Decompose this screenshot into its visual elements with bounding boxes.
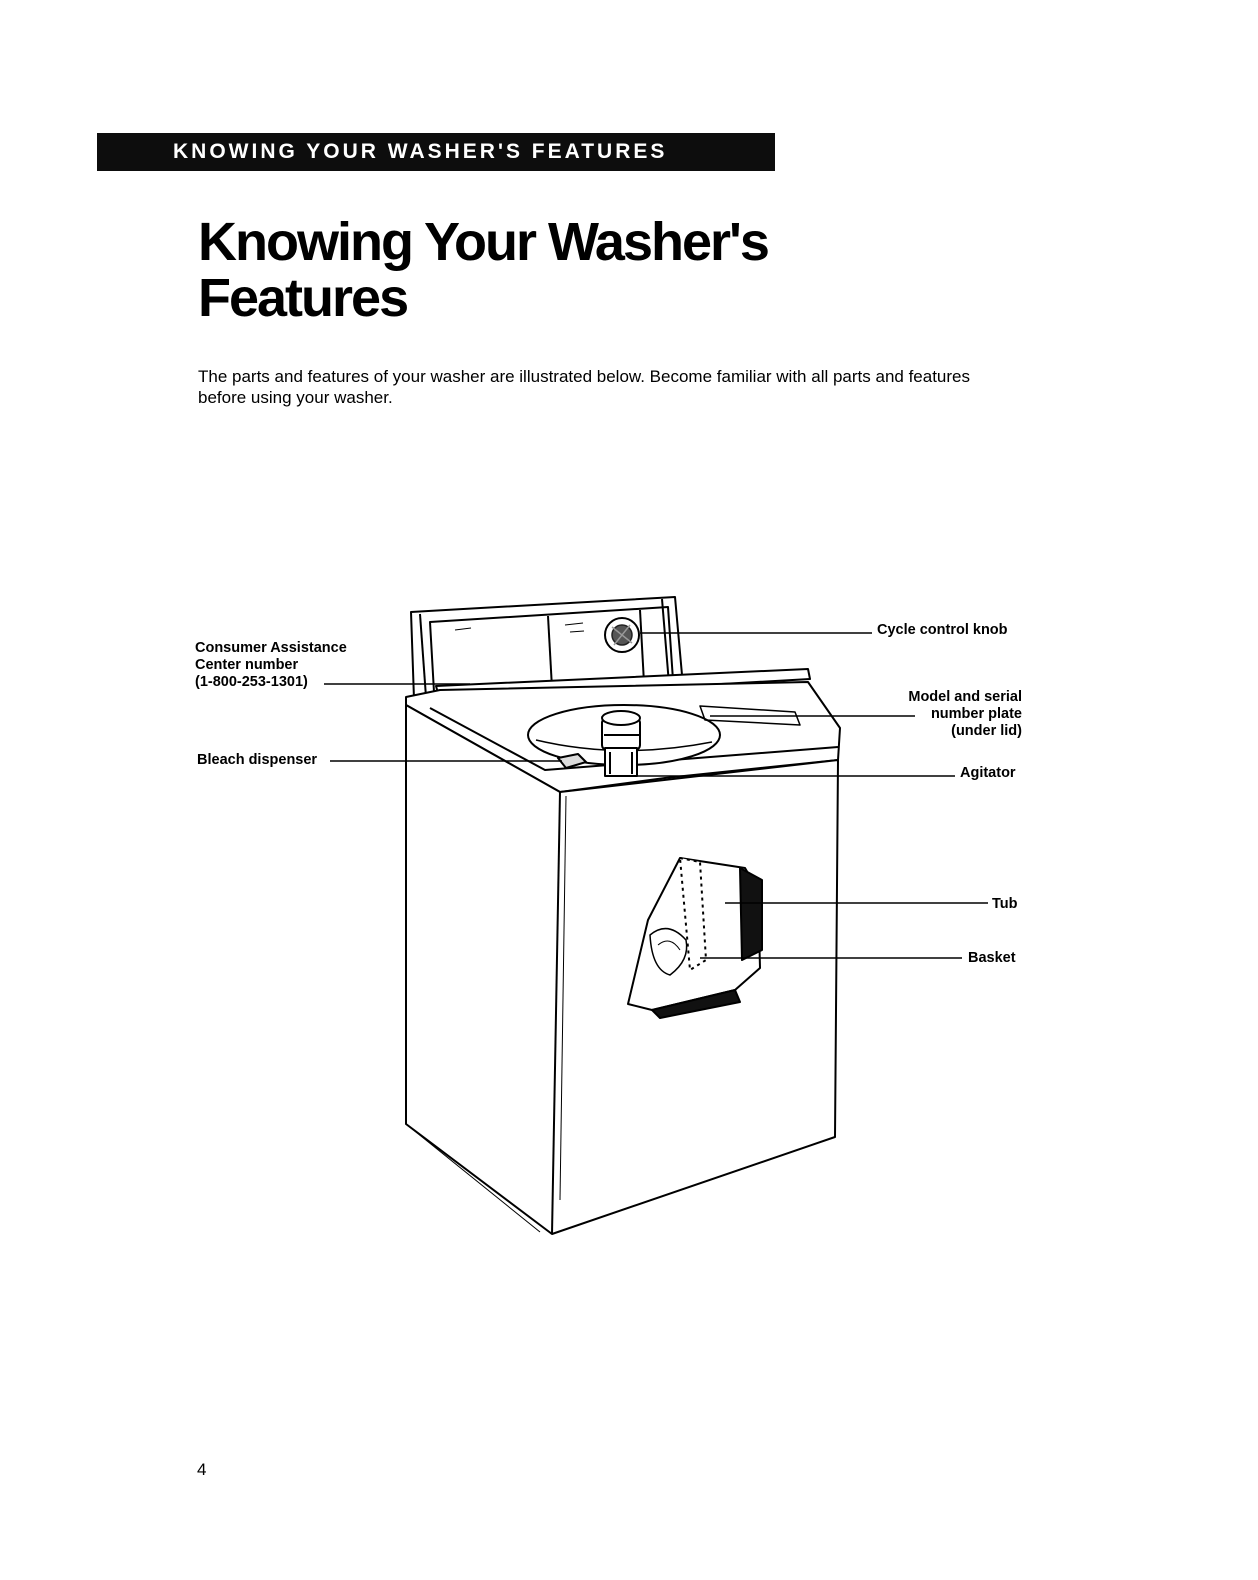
tub-wall	[740, 868, 762, 960]
intro-paragraph: The parts and features of your washer are illustrated below. Become familiar with all parts and features before using your washer.	[198, 367, 970, 407]
page-number: 4	[197, 1460, 207, 1479]
callout-consumer-assistance-line3: (1-800-253-1301)	[195, 674, 308, 690]
callout-consumer-assistance-line2: Center number	[195, 657, 299, 673]
callout-agitator: Agitator	[960, 765, 1016, 781]
washer-cabinet	[406, 705, 838, 1234]
callout-model-serial-plate	[908, 689, 1022, 740]
callout-model-serial-line1: Model and serial	[908, 689, 1022, 705]
section-header-banner: KNOWING YOUR WASHER'S FEATURES	[97, 133, 775, 171]
callout-basket: Basket	[968, 950, 1016, 966]
callout-consumer-assistance	[195, 640, 347, 691]
page-title-line-2: Features	[198, 268, 408, 328]
callout-consumer-assistance-line1: Consumer Assistance	[195, 640, 347, 656]
callout-model-serial-line3: (under lid)	[951, 723, 1022, 739]
agitator-icon	[602, 711, 640, 776]
callout-bleach-dispenser: Bleach dispenser	[197, 752, 318, 768]
callout-model-serial-line2: number plate	[930, 706, 1022, 722]
cycle-control-knob-icon	[605, 618, 639, 652]
callout-tub: Tub	[992, 896, 1018, 912]
page-title-line-1: Knowing Your Washer's	[198, 212, 768, 272]
callout-cycle-control-knob: Cycle control knob	[877, 622, 1008, 638]
